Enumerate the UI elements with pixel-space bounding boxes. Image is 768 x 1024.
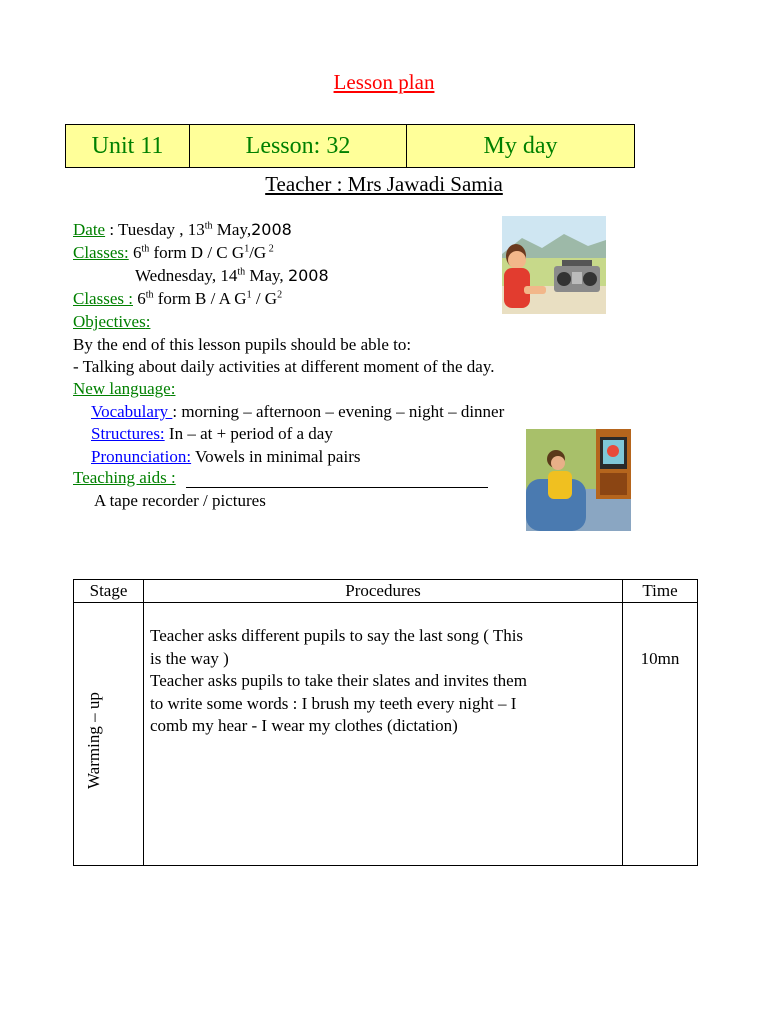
time-header: Time <box>623 580 698 603</box>
classes1-form: form D / C G <box>149 243 245 262</box>
procedures-table <box>73 579 698 866</box>
teaching-aids-text: A tape recorder / pictures <box>94 491 266 510</box>
date-month: May, <box>212 220 252 239</box>
pronunciation-text: Vowels in minimal pairs <box>191 447 361 466</box>
date-label: Date <box>73 220 106 239</box>
classes1-g2: 2 <box>266 243 274 255</box>
date-line-2 <box>135 266 329 286</box>
procedure-line: is the way ) <box>150 648 229 668</box>
teaching-aids-heading <box>73 468 176 488</box>
classes2-g1: 1 <box>246 289 252 301</box>
new-language-label: New language <box>73 379 171 398</box>
procedure-line: to write some words : I brush my teeth every night – I <box>150 693 517 713</box>
procedure-line: Teacher asks different pupils to say the last song ( This <box>150 626 524 645</box>
classes2-label: Classes : <box>73 289 133 308</box>
classes2-form: form B / A G <box>153 289 247 308</box>
procedure-line: Teacher asks pupils to take their slates and invites them <box>150 671 527 690</box>
structures-label: Structures: <box>91 424 165 443</box>
procedure-line: comb my hear - I wear my clothes (dictation) <box>150 716 458 735</box>
classes-label: Classes: <box>73 243 129 262</box>
classes1-g1: 1 <box>244 243 250 255</box>
date2-month: May, <box>245 266 288 285</box>
lesson-number-cell: Lesson: 32 <box>190 125 407 168</box>
classes-line-1 <box>73 243 274 263</box>
classes2-grade: 6 <box>132 289 146 308</box>
objectives-item: - Talking about daily activities at different moment of the day. <box>73 357 495 376</box>
classes-line-2 <box>73 289 282 309</box>
stage-header: Stage <box>74 580 144 603</box>
structures-line <box>91 424 333 444</box>
time-cell: 10mn <box>623 603 698 866</box>
procedures-header-row <box>74 580 698 603</box>
procedures-cell <box>144 603 623 866</box>
date-sup: th <box>204 220 213 232</box>
objectives-heading <box>73 312 150 332</box>
classes1-grade: 6 <box>128 243 142 262</box>
classes2-g2: 2 <box>277 289 283 301</box>
objectives-colon: : <box>145 312 151 331</box>
date-text: : Tuesday , 13 <box>105 220 205 239</box>
vocabulary-text: : morning – afternoon – evening – night – dinner <box>172 402 505 421</box>
classes2-sup: th <box>145 289 154 301</box>
stage-name: Warming – up <box>84 692 103 789</box>
pronunciation-line <box>91 447 360 467</box>
vocabulary-label: Vocabulary <box>91 402 173 421</box>
teacher-line <box>0 172 768 197</box>
vocabulary-line <box>91 402 504 422</box>
stage-cell <box>74 603 144 866</box>
classes2-g: / G <box>251 289 278 308</box>
boy-tape-recorder-illustration <box>502 216 606 314</box>
new-language-colon: : <box>170 379 176 398</box>
table-row <box>74 603 698 866</box>
date2-year: 2008 <box>287 266 329 285</box>
teaching-aids-label: Teaching aids : <box>73 468 176 487</box>
boy-watching-tv-illustration <box>526 429 631 531</box>
procedures-header: Procedures <box>144 580 623 603</box>
structures-text: In – at + period of a day <box>164 424 333 443</box>
pronunciation-label: Pronunciation: <box>91 447 192 466</box>
unit-cell: Unit 11 <box>66 125 190 168</box>
lesson-header-table <box>65 124 635 168</box>
page-title: Lesson plan <box>333 70 435 94</box>
teacher-name: Teacher : Mrs Jawadi Samia <box>265 172 503 196</box>
classes1-sup: th <box>141 243 150 255</box>
date-year: 2008 <box>251 220 292 239</box>
date2-sup: th <box>237 266 246 278</box>
date-line <box>73 220 292 240</box>
objectives-intro: By the end of this lesson pupils should be able to: <box>73 335 412 354</box>
teaching-aids-underline <box>186 487 488 488</box>
new-language-heading <box>73 379 175 399</box>
objectives-label: Objectives <box>73 312 146 331</box>
date2-text: Wednesday, 14 <box>135 266 238 285</box>
classes1-g: /G <box>249 243 267 262</box>
topic-cell: My day <box>407 125 635 168</box>
